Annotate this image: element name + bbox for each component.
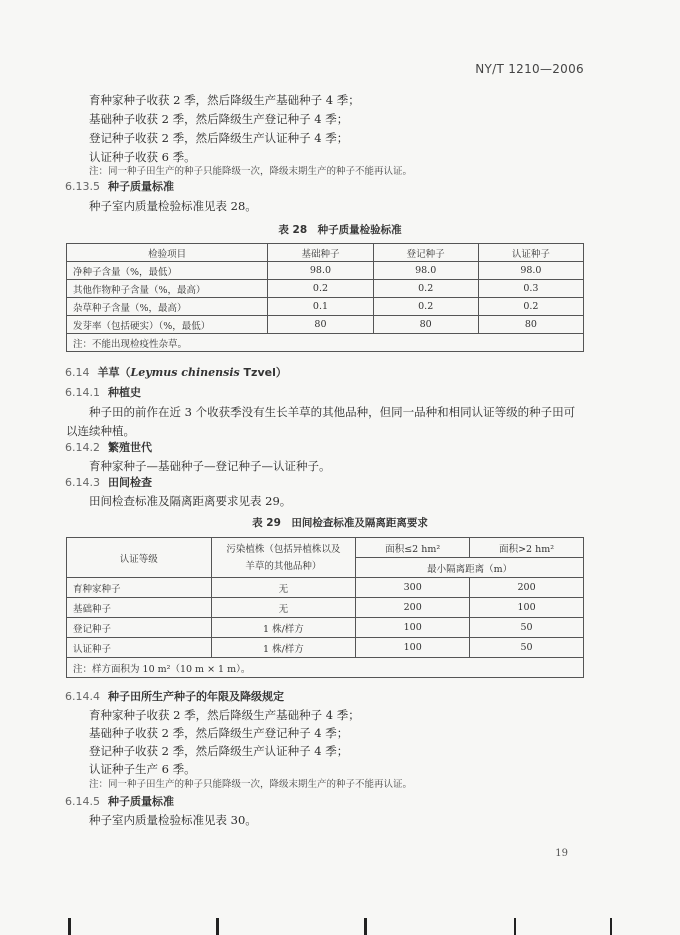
header-cell: 最小隔离距离（m） — [356, 558, 584, 578]
section-number: 6.13.5 — [65, 180, 100, 193]
text-line: 种子室内质量检验标准见表 30。 — [89, 813, 257, 827]
section-number: 6.14.2 — [65, 441, 100, 454]
table-cell: 80 — [268, 316, 373, 334]
section-heading-6-14 — [65, 366, 287, 380]
table-cell: 无 — [211, 578, 356, 598]
table-cell: 0.2 — [373, 298, 478, 316]
table-cell: 98.0 — [373, 262, 478, 280]
field-inspection-table — [66, 537, 584, 678]
binding-mark — [364, 918, 367, 935]
text-line: 田间检查标准及隔离距离要求见表 29。 — [89, 494, 292, 508]
seed-quality-table — [66, 243, 584, 352]
table-row — [67, 298, 584, 316]
section-title: 种植史 — [108, 386, 141, 399]
table-cell: 80 — [373, 316, 478, 334]
table-cell: 200 — [470, 578, 584, 598]
text-line: 育种家种子收获 2 季，然后降级生产基础种子 4 季； — [89, 93, 360, 107]
section-heading-6-14-2 — [65, 441, 152, 455]
table-note-row — [67, 334, 584, 352]
standard-number: NY/T 1210—2006 — [475, 62, 584, 76]
table-cell: 300 — [356, 578, 470, 598]
header-cell: 登记种子 — [373, 244, 478, 262]
table-cell: 50 — [470, 638, 584, 658]
table-header-row — [67, 538, 584, 558]
section-title: 种子田所生产种子的年限及降级规定 — [108, 690, 284, 703]
table-cell: 0.2 — [268, 280, 373, 298]
table-row — [67, 618, 584, 638]
section-number: 6.14.4 — [65, 690, 100, 703]
note: 注：同一种子田生产的种子只能降级一次，降级末期生产的种子不能再认证。 — [89, 779, 413, 790]
binding-mark — [216, 918, 219, 935]
table-cell: 基础种子 — [67, 598, 212, 618]
table-cell: 0.2 — [373, 280, 478, 298]
table-note-row — [67, 658, 584, 678]
section-heading-6-13-5 — [65, 180, 174, 194]
table-cell: 无 — [211, 598, 356, 618]
section-title: 种子质量标准 — [108, 795, 174, 808]
table-cell: 其他作物种子含量（%，最高） — [67, 280, 268, 298]
section-title: 田间检查 — [108, 476, 152, 489]
table-row — [67, 316, 584, 334]
table-row — [67, 598, 584, 618]
table-row — [67, 280, 584, 298]
text-line: 基础种子收获 2 季，然后降级生产登记种子 4 季； — [89, 112, 349, 126]
table-cell: 0.1 — [268, 298, 373, 316]
table-caption: 表 28 种子质量检验标准 — [278, 224, 402, 236]
table-cell: 1 株/样方 — [211, 618, 356, 638]
table-cell: 100 — [356, 638, 470, 658]
text-line: 登记种子收获 2 季，然后降级生产认证种子 4 季； — [89, 131, 349, 145]
header-text-line: 污染植株（包括异植株以及 — [226, 543, 341, 555]
table-cell: 0.3 — [478, 280, 583, 298]
table-cell: 登记种子 — [67, 618, 212, 638]
text-line: 以连续种植。 — [66, 424, 135, 438]
table-cell: 98.0 — [478, 262, 583, 280]
binding-mark — [610, 918, 612, 935]
table-cell: 0.2 — [478, 298, 583, 316]
header-cell: 认证等级 — [67, 538, 212, 578]
page-number: 19 — [555, 848, 568, 859]
header-cell: 基础种子 — [268, 244, 373, 262]
section-heading-6-14-1 — [65, 386, 141, 400]
table-cell: 1 株/样方 — [211, 638, 356, 658]
author-name: Tzvel） — [239, 366, 287, 379]
section-title: 繁殖世代 — [108, 441, 152, 454]
table-note: 注：样方面积为 10 m²（10 m × 1 m）。 — [67, 658, 584, 678]
binding-mark — [68, 918, 71, 935]
latin-name: Leymus chinensis — [130, 366, 240, 379]
table-row — [67, 578, 584, 598]
table-cell: 50 — [470, 618, 584, 638]
text-line: 育种家种子收获 2 季，然后降级生产基础种子 4 季； — [89, 708, 360, 722]
section-heading-6-14-5 — [65, 795, 174, 809]
table-row — [67, 262, 584, 280]
text-line: 登记种子收获 2 季，然后降级生产认证种子 4 季； — [89, 744, 349, 758]
text-line: 认证种子收获 6 季。 — [89, 150, 196, 164]
note: 注：同一种子田生产的种子只能降级一次，降级末期生产的种子不能再认证。 — [89, 166, 413, 177]
section-number: 6.14.5 — [65, 795, 100, 808]
header-cell: 检验项目 — [67, 244, 268, 262]
table-cell: 100 — [470, 598, 584, 618]
section-number: 6.14 — [65, 366, 90, 379]
table-cell: 认证种子 — [67, 638, 212, 658]
text-line: 种子田的前作在近 3 个收获季没有生长羊草的其他品种，但同一品种和相同认证等级的种子田可 — [89, 405, 576, 419]
section-title: 羊草（ — [97, 366, 131, 379]
table-cell: 育种家种子 — [67, 578, 212, 598]
header-cell: 面积≤2 hm² — [356, 538, 470, 558]
table-row — [67, 638, 584, 658]
header-cell — [211, 538, 356, 578]
table-cell: 杂草种子含量（%，最高） — [67, 298, 268, 316]
table-cell: 80 — [478, 316, 583, 334]
section-heading-6-14-4 — [65, 690, 284, 704]
text-line: 育种家种子—基础种子—登记种子—认证种子。 — [89, 459, 331, 473]
table-note: 注：不能出现检疫性杂草。 — [67, 334, 584, 352]
table-header-row — [67, 244, 584, 262]
table-cell: 净种子含量（%，最低） — [67, 262, 268, 280]
table-cell: 98.0 — [268, 262, 373, 280]
section-number: 6.14.3 — [65, 476, 100, 489]
section-number: 6.14.1 — [65, 386, 100, 399]
section-title: 种子质量标准 — [108, 180, 174, 193]
text-line: 认证种子生产 6 季。 — [89, 762, 196, 776]
table-caption: 表 29 田间检查标准及隔离距离要求 — [252, 517, 428, 529]
header-cell: 面积>2 hm² — [470, 538, 584, 558]
header-text-line: 羊草的其他品种） — [245, 560, 322, 572]
table-cell: 200 — [356, 598, 470, 618]
table-cell: 发芽率（包括硬实）（%，最低） — [67, 316, 268, 334]
text-line: 种子室内质量检验标准见表 28。 — [89, 199, 257, 213]
header-cell: 认证种子 — [478, 244, 583, 262]
text-line: 基础种子收获 2 季，然后降级生产登记种子 4 季； — [89, 726, 349, 740]
table-cell: 100 — [356, 618, 470, 638]
section-heading-6-14-3 — [65, 476, 152, 490]
binding-mark — [514, 918, 516, 935]
